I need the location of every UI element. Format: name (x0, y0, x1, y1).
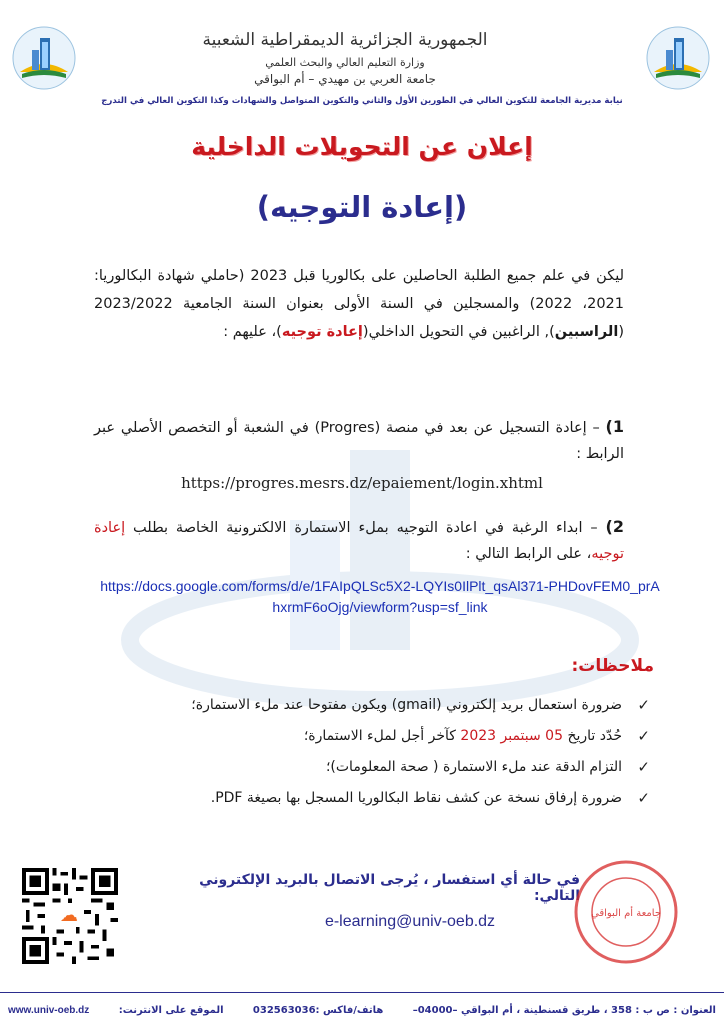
note-text-post: كآخر أجل لملء الاستمارة؛ (303, 728, 461, 744)
deadline-date: 05 سبتمبر 2023 (460, 728, 563, 744)
directorate-heading: نيابة مديرية الجامعة للتكوين العالي في الطورين الأول والثاني والتكوين المتواصل والشهادات وكذا التكوين العالي في التدرج (101, 96, 623, 106)
cloud-icon: ☁ (54, 903, 84, 927)
intro-text-2: ), الراغبين في التحويل الداخلي( (362, 324, 555, 340)
ministry-heading: وزارة التعليم العالي والبحث العلمي (265, 56, 425, 69)
step-1 (94, 414, 624, 467)
stamp-text: جامعة أم البواقي (591, 908, 661, 919)
note-item (110, 752, 650, 783)
step-2-highlight: إعادة توجيه (94, 520, 624, 562)
note-text: ضرورة إرفاق نسخة عن كشف نقاط البكالوريا المسجل بها بصيغة PDF. (210, 790, 622, 806)
step-2-number: 2) (605, 517, 624, 536)
intro-text-1: ليكن في علم جميع الطلبة الحاصلين على بكالوريا قبل 2023 (حاملي شهادة البكالوريا: 2021، 2022) والمسجلين في السنة الأولى بعنوان السنة الجامعية 2023/2022 ( (94, 268, 625, 340)
contact-email[interactable]: e-learning@univ-oeb.dz (324, 913, 496, 930)
step-2 (94, 514, 624, 567)
republic-heading: الجمهورية الجزائرية الديمقراطية الشعبية (202, 30, 488, 50)
intro-repeaters: الراسبين (554, 324, 619, 340)
footer-divider (0, 992, 724, 993)
announcement-title: إعلان عن التحويلات الداخلية (191, 132, 533, 161)
announcement-subtitle: (إعادة التوجيه) (256, 190, 468, 224)
step-1-text: – إعادة التسجيل عن بعد في منصة (Progres) في الشعبة أو التخصص الأصلي عبر الرابط : (94, 420, 624, 462)
notes-list (110, 690, 650, 814)
university-heading: جامعة العربي بن مهيدي – أم البواقي (254, 72, 436, 86)
check-icon: ✓ (637, 789, 650, 807)
note-item (110, 690, 650, 721)
university-logo-left (12, 26, 76, 90)
notes-title: ملاحظات: (571, 656, 654, 676)
note-text: ضرورة استعمال بريد إلكتروني (gmail) ويكون مفتوحا عند ملء الاستمارة؛ (191, 697, 622, 713)
check-icon: ✓ (637, 696, 650, 714)
step-2-text-after: ، على الرابط التالي : (465, 546, 592, 562)
official-stamp (572, 858, 680, 966)
check-icon: ✓ (637, 727, 650, 745)
check-icon: ✓ (637, 758, 650, 776)
intro-reorientation: إعادة توجيه (281, 324, 363, 340)
university-logo-right (646, 26, 710, 90)
step-1-number: 1) (605, 417, 624, 436)
intro-text-3: )، عليهم : (223, 324, 282, 340)
note-item (110, 783, 650, 814)
footer-phone: هاتف/فاكس :032563036 (252, 1004, 384, 1016)
intro-paragraph (94, 262, 624, 346)
footer-address: العنوان : ص ب : 358 ، طريق قسنطينة ، أم البواقي –04000– (412, 1004, 716, 1016)
footer-website-label: الموقع على الانترنت: (118, 1004, 224, 1016)
note-text: التزام الدقة عند ملء الاستمارة ( صحة المعلومات)؛ (325, 759, 622, 775)
google-form-link[interactable]: https://docs.google.com/forms/d/e/1FAIpQLSc5X2-LQYIs0IlPlt_qsAl371-PHDovFEM0_prAhxrmF6oOjg/viewform?usp=sf_link (100, 578, 660, 615)
note-item (110, 721, 650, 752)
note-text-pre: حُدّد تاريخ (563, 728, 622, 744)
contact-text: في حالة أي استفسار ، يُرجى الاتصال بالبريد الإلكتروني التالي: (199, 872, 580, 904)
progres-link[interactable]: https://progres.mesrs.dz/epaiement/login.xhtml (181, 474, 543, 492)
footer (0, 996, 724, 1024)
step-2-text-before: – ابداء الرغبة في اعادة التوجيه بملء الاستمارة الالكترونية الخاصة بطلب (125, 520, 598, 536)
footer-website[interactable]: www.univ-oeb.dz (8, 1004, 90, 1016)
